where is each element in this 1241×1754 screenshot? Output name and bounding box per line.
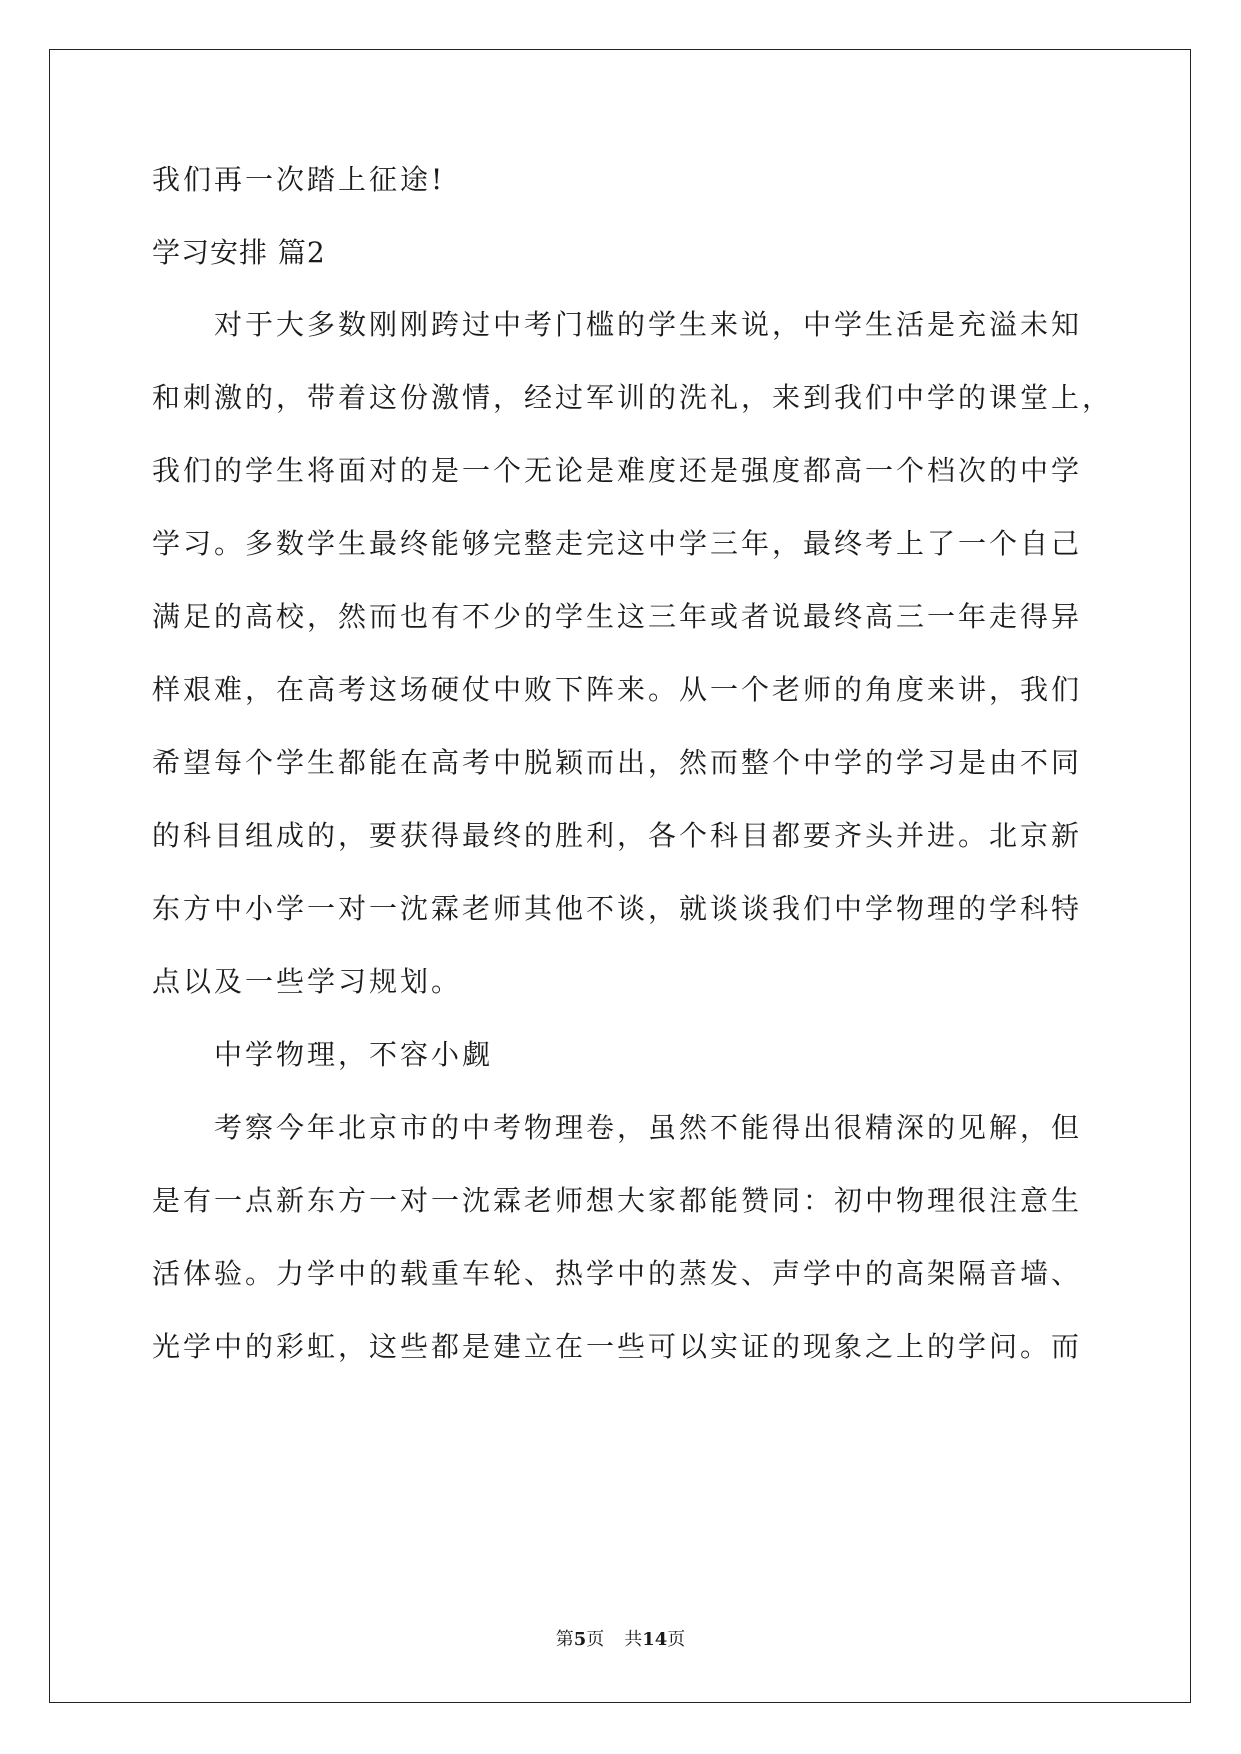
text-line: 和刺激的，带着这份激情，经过军训的洗礼，来到我们中学的课堂上， [152,381,1114,414]
text-line: 东方中小学一对一沈霖老师其他不谈，就谈谈我们中学物理的学科特 [152,892,1083,925]
page-footer [0,1628,1241,1652]
page-border [49,49,1191,1703]
text-line: 学习。多数学生最终能够完整走完这中学三年，最终考上了一个自己 [152,527,1083,560]
footer-prefix: 第 [555,1629,574,1650]
footer-total-suffix: 页 [667,1629,686,1650]
text-line: 光学中的彩虹，这些都是建立在一些可以实证的现象之上的学问。而 [152,1330,1083,1363]
total-pages: 14 [642,1629,668,1650]
footer-page-suffix: 页 [586,1629,605,1650]
text-line: 考察今年北京市的中考物理卷，虽然不能得出很精深的见解，但 [214,1111,1083,1144]
text-line: 的科目组成的，要获得最终的胜利，各个科目都要齐头并进。北京新 [152,819,1083,852]
subheading: 中学物理，不容小觑 [214,1038,494,1071]
text-line: 希望每个学生都能在高考中脱颖而出，然而整个中学的学习是由不同 [152,746,1083,779]
text-line: 满足的高校，然而也有不少的学生这三年或者说最终高三一年走得异 [152,600,1083,633]
section-heading: 学习安排 篇2 [152,236,326,269]
text-line: 点以及一些学习规划。 [152,965,463,998]
text-line: 我们的学生将面对的是一个无论是难度还是强度都高一个档次的中学 [152,454,1083,487]
text-line: 样艰难，在高考这场硬仗中败下阵来。从一个老师的角度来讲，我们 [152,673,1083,706]
text-line: 对于大多数刚刚跨过中考门槛的学生来说，中学生活是充溢未知 [214,308,1083,341]
text-line: 我们再一次踏上征途! [152,163,446,196]
text-line: 活体验。力学中的载重车轮、热学中的蒸发、声学中的高架隔音墙、 [152,1257,1083,1290]
footer-total-prefix: 共 [624,1629,643,1650]
page-number: 5 [573,1629,587,1650]
text-line: 是有一点新东方一对一沈霖老师想大家都能赞同：初中物理很注意生 [152,1184,1083,1217]
